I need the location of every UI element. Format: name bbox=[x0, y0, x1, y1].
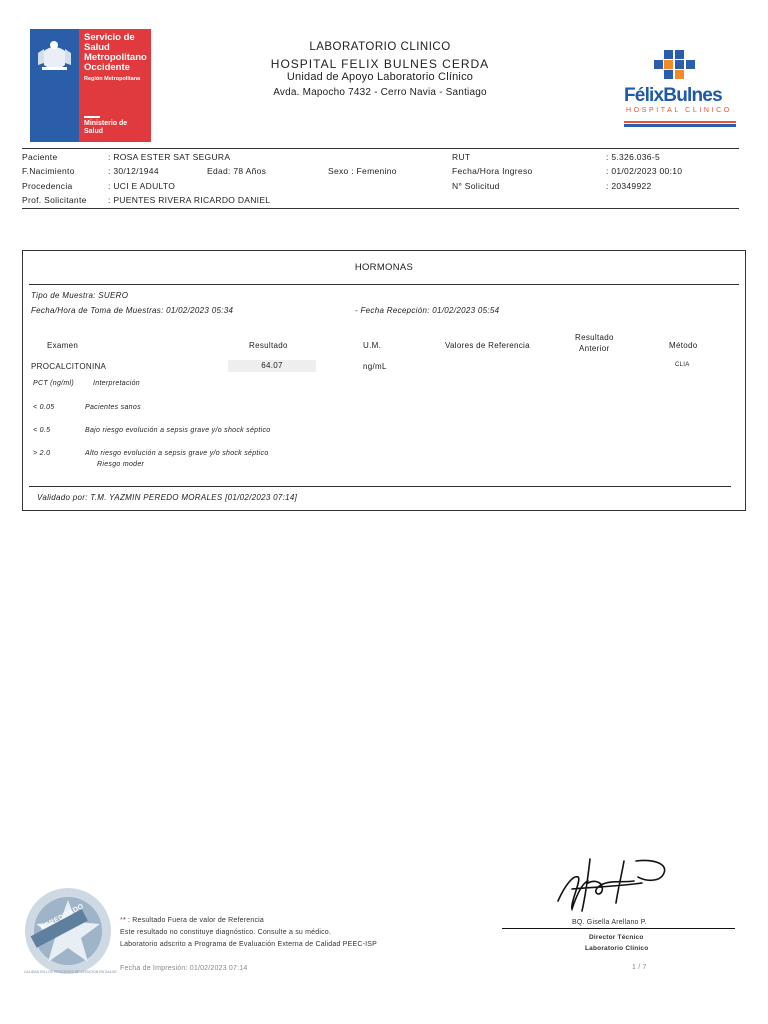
accreditation-seal bbox=[24, 882, 117, 980]
unit-title: Unidad de Apoyo Laboratorio Clínico bbox=[286, 71, 474, 83]
ministry-name bbox=[84, 120, 127, 136]
interp-text-2: Bajo riesgo evolución a sepsis grave y/o shock séptico bbox=[85, 427, 271, 434]
label-procedencia: Procedencia bbox=[22, 181, 73, 191]
ministry-name-line-1: Ministerio de bbox=[84, 120, 128, 127]
ministry-region: Región Metropolitana bbox=[84, 76, 141, 82]
signature-icon bbox=[552, 853, 674, 915]
signer-role-1: Director Técnico bbox=[589, 934, 644, 941]
label-solicitud: N° Solicitud bbox=[452, 181, 500, 191]
ministry-crest bbox=[30, 29, 79, 142]
ministry-line-3: Metropolitano bbox=[84, 52, 147, 63]
footnote-1: ** : Resultado Fuera de valor de Referencia bbox=[120, 917, 265, 924]
hospital-logo-sub: HOSPITAL CLINICO bbox=[626, 107, 732, 114]
col-metodo: Método bbox=[669, 341, 698, 350]
results-box bbox=[22, 250, 746, 511]
value-nacimiento: : 30/12/1944 bbox=[108, 166, 159, 176]
patient-top-rule bbox=[22, 148, 739, 149]
label-nacimiento: F.Nacimiento bbox=[22, 166, 75, 176]
footnote-3: Laboratorio adscrito a Programa de Evaluación Externa de Calidad PEEC-ISP bbox=[120, 941, 378, 948]
interp-range-2: < 0.5 bbox=[33, 427, 51, 434]
lab-title: LABORATORIO CLINICO bbox=[309, 41, 451, 53]
page-number: 1 / 7 bbox=[632, 964, 647, 971]
ministry-line-2: Salud bbox=[84, 42, 110, 53]
exam-unit: ng/mL bbox=[363, 362, 387, 371]
ministry-line-1: Servicio de bbox=[84, 32, 135, 43]
exam-name: PROCALCITONINA bbox=[31, 362, 107, 371]
label-ingreso: Fecha/Hora Ingreso bbox=[452, 166, 533, 176]
value-sexo: Sexo : Femenino bbox=[328, 166, 397, 176]
value-procedencia: : UCI E ADULTO bbox=[108, 181, 176, 191]
validated-rule bbox=[29, 486, 731, 487]
col-referencia: Valores de Referencia bbox=[445, 341, 530, 350]
interp-header-range: PCT (ng/ml) bbox=[33, 380, 75, 387]
value-solicitud: : 20349922 bbox=[606, 181, 652, 191]
value-paciente: : ROSA ESTER SAT SEGURA bbox=[108, 152, 231, 162]
value-ingreso: : 01/02/2023 00:10 bbox=[606, 166, 683, 176]
address: Avda. Mapocho 7432 - Cerro Navia - Santiago bbox=[273, 87, 487, 98]
validated-by: Validado por: T.M. YAZMIN PEREDO MORALES [01/02/2023 07:14] bbox=[37, 493, 298, 502]
chile-crest-icon bbox=[30, 29, 79, 89]
col-anterior-2: Anterior bbox=[579, 344, 610, 353]
footnote-2: Este resultado no constituye diagnóstico. Consulte a su médico. bbox=[120, 929, 332, 936]
label-paciente: Paciente bbox=[22, 152, 58, 162]
col-resultado: Resultado bbox=[249, 341, 288, 350]
hospital-cross-icon bbox=[620, 48, 740, 88]
seal-text: ACREDITADO bbox=[39, 903, 85, 932]
patient-bottom-rule bbox=[22, 208, 739, 209]
fecha-toma: Fecha/Hora de Toma de Muestras: 01/02/2023 05:34 bbox=[31, 306, 234, 315]
section-title: HORMONAS bbox=[354, 262, 414, 273]
col-anterior-1: Resultado bbox=[575, 333, 614, 342]
ministry-name-line-2: Salud bbox=[84, 128, 104, 135]
value-prof: : PUENTES RIVERA RICARDO DANIEL bbox=[108, 195, 271, 205]
col-examen: Examen bbox=[47, 341, 79, 350]
hospital-logo bbox=[620, 48, 740, 130]
accreditation-star-icon bbox=[24, 882, 112, 980]
interp-header-text: Interpretación bbox=[93, 380, 141, 387]
fecha-recepcion: - Fecha Recepción: 01/02/2023 05:54 bbox=[355, 306, 500, 315]
label-rut: RUT bbox=[452, 152, 471, 162]
exam-result: 64.07 bbox=[228, 360, 316, 372]
interp-range-3: > 2.0 bbox=[33, 450, 51, 457]
interp-extra: Riesgo moder bbox=[97, 461, 145, 468]
section-rule bbox=[29, 284, 739, 285]
tipo-muestra: Tipo de Muestra: SUERO bbox=[31, 291, 129, 300]
interp-text-3: Alto riesgo evolución a sepsis grave y/o shock séptico bbox=[85, 450, 269, 457]
hospital-logo-name: FélixBulnes bbox=[624, 85, 722, 106]
signer-name: BQ. Gisella Arellano P. bbox=[572, 919, 647, 926]
interp-range-1: < 0.05 bbox=[33, 404, 55, 411]
ministry-line-4: Occidente bbox=[84, 62, 130, 73]
hospital-title: HOSPITAL FELIX BULNES CERDA bbox=[270, 57, 490, 71]
signer-role-2: Laboratorio Clínico bbox=[585, 945, 649, 952]
ministry-divider bbox=[84, 116, 100, 118]
footnote-1-text: * : Resultado Fuera de valor de Referencia bbox=[122, 917, 265, 924]
interp-text-1: Pacientes sanos bbox=[85, 404, 141, 411]
seal-ring: CALIDAD EN LOS PROCESOS DE ATENCION EN SALUD bbox=[24, 970, 117, 974]
print-date: Fecha de Impresión: 01/02/2023 07:14 bbox=[120, 965, 248, 972]
col-um: U.M. bbox=[363, 341, 382, 350]
exam-method: CLIA bbox=[675, 362, 690, 368]
value-edad: Edad: 78 Años bbox=[207, 166, 267, 176]
hospital-logo-rule-blue bbox=[624, 124, 736, 127]
ministry-logo bbox=[30, 29, 151, 142]
hospital-logo-rule-orange bbox=[624, 121, 736, 123]
signature-rule bbox=[502, 928, 735, 929]
label-prof: Prof. Solicitante bbox=[22, 195, 87, 205]
value-rut: : 5.326.036-5 bbox=[606, 152, 660, 162]
